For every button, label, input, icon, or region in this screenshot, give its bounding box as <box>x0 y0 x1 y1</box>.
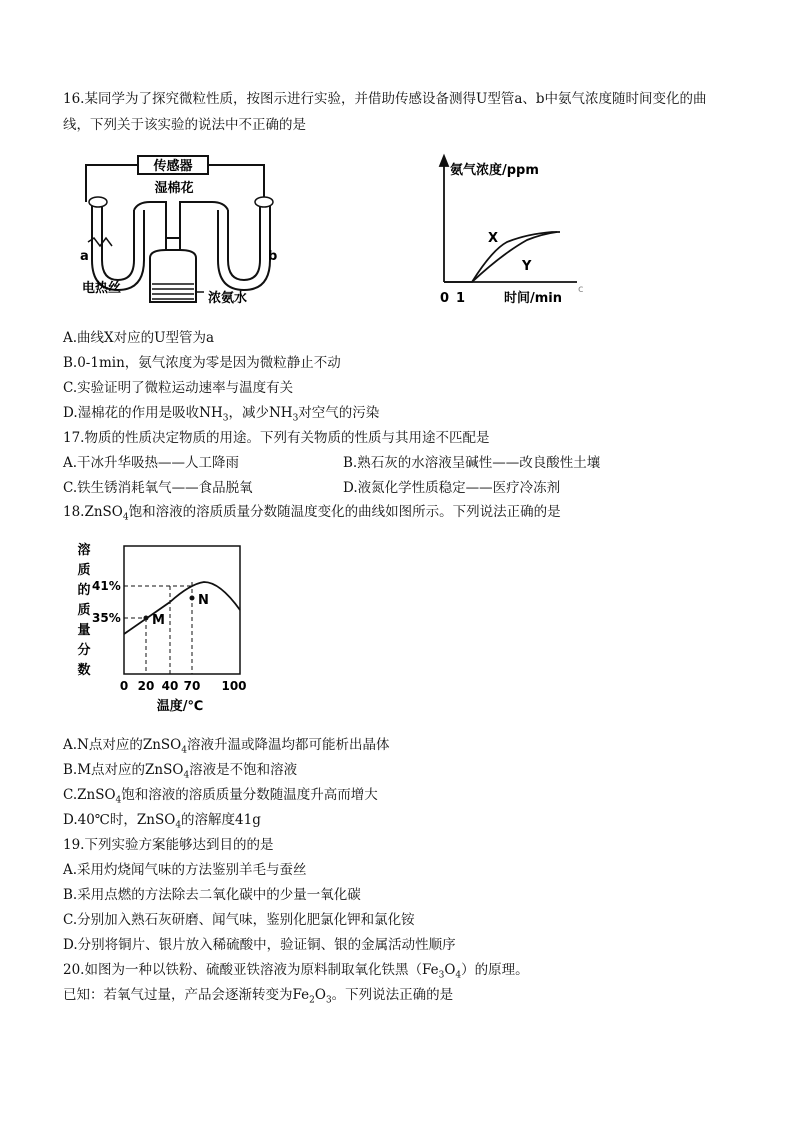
label-a: a <box>80 249 89 264</box>
bottle-neck <box>166 238 180 250</box>
ylabel-char-3: 的 <box>77 583 91 598</box>
q18-option-a: A.N点对应的ZnSO$_4$溶液升温或降温均都可能析出晶体 <box>63 737 390 756</box>
connector-left <box>134 202 166 250</box>
q16-apparatus-figure <box>78 150 278 310</box>
x-tick-70: 70 <box>183 679 201 693</box>
x-tick-40: 40 <box>161 679 179 693</box>
y-tick-41: 41% <box>92 579 121 593</box>
graph-tick-1: 1 <box>456 291 466 306</box>
point-m-icon <box>144 616 149 621</box>
q17-option-c: C.铁生锈消耗氧气——食品脱氧 <box>63 480 253 496</box>
ylabel-char-4: 质 <box>77 603 91 618</box>
solubility-curve <box>124 582 240 634</box>
q18-option-c: C.ZnSO$_4$饱和溶液的溶质质量分数随温度升高而增大 <box>63 787 378 806</box>
u-tube-b-outer <box>218 200 270 290</box>
q16-stem-line2: 线，下列关于该实验的说法中不正确的是 <box>63 117 306 133</box>
graph-mark: c <box>578 284 584 295</box>
sensor-label: 传感器 <box>153 159 193 174</box>
graph-xlabel: 时间/min <box>504 291 563 306</box>
q18-solubility-graph <box>70 538 260 718</box>
x-tick-100: 100 <box>221 679 247 693</box>
curve-x-label: X <box>488 231 499 246</box>
cotton-b-icon <box>255 197 273 207</box>
ylabel-char-6: 分 <box>77 643 91 658</box>
q18-stem: 18.ZnSO$_4$饱和溶液的溶质质量分数随温度变化的曲线如图所示。下列说法正确的是 <box>63 504 561 523</box>
q19-option-a: A.采用灼烧闻气味的方法鉴别羊毛与蚕丝 <box>63 862 307 878</box>
label-b: b <box>268 249 278 264</box>
y-tick-35: 35% <box>92 611 121 625</box>
q17-option-a: A.干冰升华吸热——人工降雨 <box>63 455 240 471</box>
ylabel-char-7: 数 <box>77 663 91 678</box>
q16-option-b: B.0-1min，氨气浓度为零是因为微粒静止不动 <box>63 355 341 371</box>
x-tick-0: 0 <box>119 679 129 693</box>
q18-option-d: D.40℃时，ZnSO$_4$的溶解度41g <box>63 812 261 831</box>
u-tube-b <box>228 200 260 280</box>
q16-stem-line1: 16.某同学为了探究微粒性质，按图示进行实验，并借助传感设备测得U型管a、b中氨气浓度随时间变化的曲 <box>63 91 707 107</box>
sensor-wire-left <box>86 165 138 202</box>
ylabel-char-2: 质 <box>77 563 91 578</box>
heater-label: 电热丝 <box>82 281 122 296</box>
graph-xlabel: 温度/℃ <box>156 699 204 714</box>
q16-concentration-graph <box>432 150 592 310</box>
q17-option-d: D.液氮化学性质稳定——医疗冷冻剂 <box>343 480 561 496</box>
curve-y-label: Y <box>522 259 532 274</box>
q20-known: 已知：若氧气过量，产品会逐渐转变为$Fe_2O_3$。下列说法正确的是 <box>63 987 454 1006</box>
ylabel-char-1: 溶 <box>77 543 91 558</box>
q17-stem: 17.物质的性质决定物质的用途。下列有关物质的性质与其用途不匹配是 <box>63 430 490 446</box>
wet-cotton-label: 湿棉花 <box>154 181 194 196</box>
q16-option-d: D.湿棉花的作用是吸收$NH_3$，减少$NH_3$对空气的污染 <box>63 405 380 424</box>
q18-option-b: B.M点对应的ZnSO$_4$溶液是不饱和溶液 <box>63 762 298 781</box>
sensor-wire-right <box>208 165 264 202</box>
connector-right <box>180 202 228 250</box>
point-n-label: N <box>198 593 209 608</box>
q19-option-b: B.采用点燃的方法除去二氧化碳中的少量一氧化碳 <box>63 887 361 903</box>
q19-option-c: C.分别加入熟石灰研磨、闻气味，鉴别化肥氯化钾和氯化铵 <box>63 912 415 928</box>
q19-stem: 19.下列实验方案能够达到目的的是 <box>63 837 274 853</box>
graph-origin: 0 <box>440 291 450 306</box>
point-n-icon <box>190 596 195 601</box>
q20-stem: 20.如图为一种以铁粉、硫酸亚铁溶液为原料制取氧化铁黑$(Fe_3O_4)$的原理。 <box>63 962 529 981</box>
q16-option-a: A.曲线X对应的U型管为a <box>63 330 215 346</box>
graph-ylabel: 氨气浓度/ppm <box>450 163 539 178</box>
ylabel-char-5: 量 <box>77 623 91 638</box>
q16-option-c: C.实验证明了微粒运动速率与温度有关 <box>63 380 294 396</box>
graph-frame <box>124 546 240 674</box>
cotton-a-icon <box>89 197 107 207</box>
point-m-label: M <box>152 613 165 628</box>
y-axis-arrow <box>440 156 448 166</box>
q17-option-b: B.熟石灰的水溶液呈碱性——改良酸性土壤 <box>343 455 601 471</box>
ammonia-label: 浓氨水 <box>208 291 248 306</box>
q19-option-d: D.分别将铜片、银片放入稀硫酸中，验证铜、银的金属活动性顺序 <box>63 937 456 953</box>
x-tick-20: 20 <box>137 679 155 693</box>
